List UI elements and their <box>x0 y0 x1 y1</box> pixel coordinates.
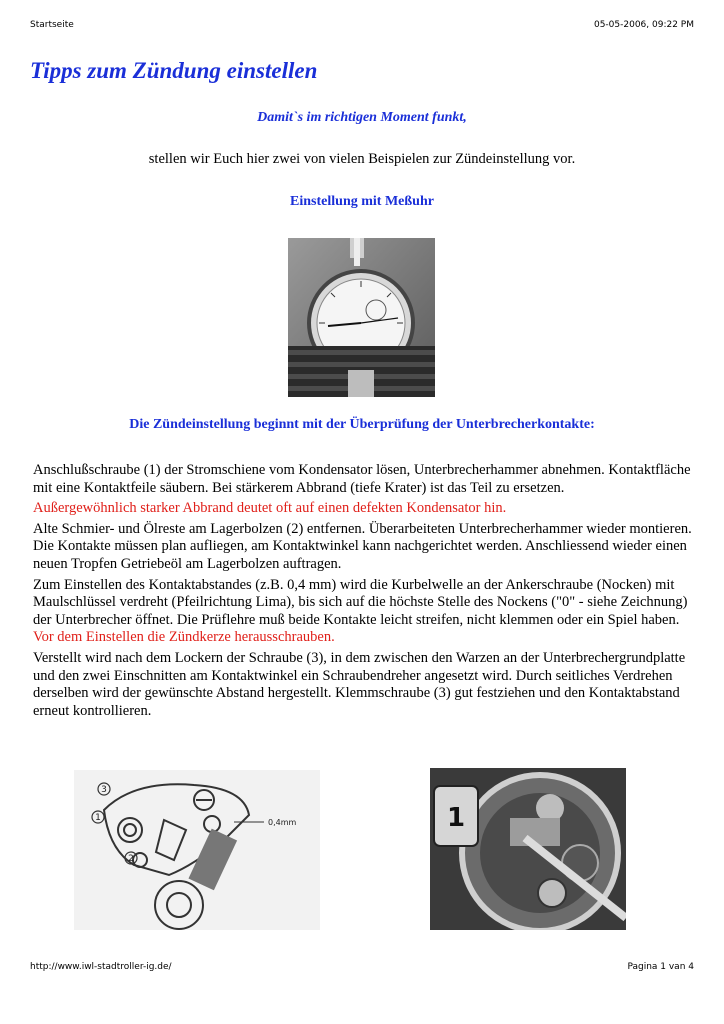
footer-page-number: Pagina 1 van 4 <box>627 962 694 972</box>
paragraph-4-text: Zum Einstellen des Kontaktabstandes (z.B. 0,4 mm) wird die Kurbelwelle an der Ankerschraube (Nocken) mit Maulschlüssel verdreht (Pfeilrichtung Lima), bis sich auf die höchste Stelle des Nockens ("0" - siehe Zeichnung) der Unterbrecher öffnet. Die Prüflehre muß beide Kontakte leicht streifen, nicht klemmen oder ein Spiel haben. <box>33 576 688 628</box>
drawing-label-gap: 0,4mm <box>268 818 297 827</box>
paragraph-5: Verstellt wird nach dem Lockern der Schraube (3), in dem zwischen den Warzen an der Unterbrechergrundplatte und den zwei Einschnitten am Kontaktwinkel ein Schraubendreher angesetzt wird. Durch seitliches Verdrehen derselben wird der gewünschte Abstand hergestellt. Klemmschraube (3) gut festziehen und den Kontaktabstand erneut kontrollieren. <box>33 649 686 719</box>
drawing-label-2: 2 <box>128 854 134 864</box>
breaker-plate-drawing <box>74 770 320 930</box>
page-subtitle: Damit`s im richtigen Moment funkt, <box>257 110 467 125</box>
breaker-adjustment-photo <box>430 768 626 930</box>
paragraph-1: Anschlußschraube (1) der Stromschiene vom Kondensator lösen, Unterbrecherhammer abnehmen. Kontaktfläche mit eine Kontaktfeile säubern. Bei stärkerem Abbrand (tiefe Krater) ist das Teil zu ersetzen. <box>33 462 691 496</box>
paragraph-4-warning: Vor dem Einstellen die Zündkerze herausschrauben. <box>33 629 335 646</box>
footer-url-link[interactable]: http://www.iwl-stadtroller-ig.de/ <box>30 962 172 972</box>
page-title: Tipps zum Zündung einstellen <box>30 58 318 83</box>
paragraph-4 <box>33 577 693 647</box>
intro-text: stellen wir Euch hier zwei von vielen Beispielen zur Zündeinstellung vor. <box>148 151 576 167</box>
drawing-label-3: 3 <box>101 785 107 795</box>
section-heading-dial-gauge: Einstellung mit Meßuhr <box>290 194 434 209</box>
paragraph-3: Alte Schmier- und Ölreste am Lagerbolzen (2) entfernen. Überarbeiteten Unterbrecherhammer wieder montieren. Die Kontakte müssen plan aufliegen, am Kontaktwinkel kann nachgerichtet werden. Anschliessend wieder einen neuen Tropfen Getriebeöl am Lagerbolzen auftragen. <box>33 520 692 572</box>
section-heading-breaker-contacts: Die Zündeinstellung beginnt mit der Überprüfung der Unterbrecherkontakte: <box>129 417 595 432</box>
paragraph-2-warning: Außergewöhnlich starker Abbrand deutet oft auf einen defekten Kondensator hin. <box>33 500 507 517</box>
article-body <box>33 462 693 723</box>
header-timestamp: 05-05-2006, 09:22 PM <box>593 20 694 30</box>
dial-gauge-photo <box>288 238 435 397</box>
photo-label-1: 1 <box>446 803 466 833</box>
header-breadcrumb: Startseite <box>30 20 74 30</box>
drawing-label-1: 1 <box>95 813 101 823</box>
